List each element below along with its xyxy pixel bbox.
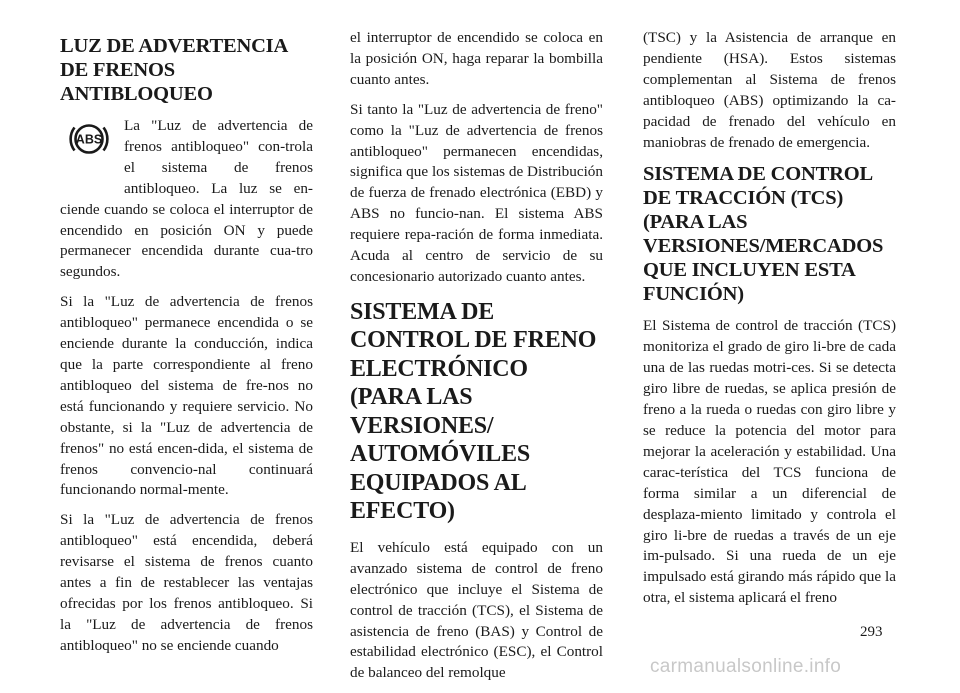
abs-warning-icon [60,120,118,180]
paragraph: La "Luz de advertencia de frenos antibloqueo" con-trola el sistema de frenos antibloqueo. La luz se en-ciende cuando se coloca el interruptor de encendido en posición ON y puede permanecer encendida durante cua-tro segundos. [60,117,313,281]
paragraph: el interruptor de encendido se coloca en la posición ON, haga reparar la bombilla cuanto antes. [350,29,603,88]
column-middle [350,28,603,693]
column-right [643,28,896,618]
section-heading-traction-control: SISTEMA DE CONTROL DE TRACCIÓN (TCS) (PARA LAS VERSIONES/MERCADOS QUE INCLUYEN ESTA FUNCIÓN) [643,163,884,306]
column-left [60,28,313,666]
paragraph: Si la "Luz de advertencia de frenos antibloqueo" está encendida, deberá revisarse el sistema de frenos cuanto antes a fin de restablecer las ventajas ofrecidas por los frenos antibloqueo. Si la "Luz de advertencia de frenos antibloqueo" no se enciende cuando [60,511,313,654]
paragraph: Si tanto la "Luz de advertencia de freno" como la "Luz de advertencia de frenos antibloqueo" permanecen encendidas, significa que los sistemas de Distribución de fuerza de frenado electrónica (EBD) y ABS no funcio-nan. El sistema ABS requiere repa-ración de forma inmediata. Acuda al centro de servicio de su concesionario autorizado cuanto antes. [350,100,603,285]
section-heading-electronic-brake-control: SISTEMA DE CONTROL DE FRENO ELECTRÓNICO (PARA LAS VERSIONES/ AUTOMÓVILES EQUIPADOS AL EFECTO) [350,298,597,525]
paragraph: El Sistema de control de tracción (TCS) monitoriza el grado de giro li-bre de cada una de las ruedas motri-ces. Si se detecta giro libre de ruedas, se aplica presión de freno a la rueda o ruedas con giro libre y se reduce la potencia del motor para mejorar la aceleración y estabilidad. Una carac-terística del TCS funciona de forma similar a un diferencial de desplaza-miento limitado y controla el giro li-bre de ruedas a través de un eje im-pulsado. Si una rueda de un eje impulsado está girando más rápido que la otra, el sistema aplicará el freno [643,317,896,607]
paragraph: (TSC) y la Asistencia de arranque en pendiente (HSA). Estos sistemas complementan al Sistema de frenos antibloqueo (ABS) optimizando la ca-pacidad de frenado del vehículo en maniobras de frenado de emergencia. [643,29,896,151]
section-heading-abs-warning: LUZ DE ADVERTENCIA DE FRENOS ANTIBLOQUEO [60,35,287,105]
paragraph: El vehículo está equipado con un avanzado sistema de control de freno electrónico que incluye el Sistema de control de tracción (TCS), el Sistema de asistencia de freno (BAS) y Control de estabilidad electrónico (ESC), el Control de balanceo del remolque [350,538,603,682]
page-number: 293 [860,624,883,640]
paragraph: Si la "Luz de advertencia de frenos antibloqueo" permanece encendida o se enciende durante la conducción, indica que la parte correspondiente al freno antibloqueo del sistema de fre-nos no está funcionando y requiere servicio. No obstante, si la "Luz de advertencia de frenos" no está encen-dida, el sistema de frenos convencio-nal continuará funcionando normal-mente. [60,293,313,499]
svg-text:ABS: ABS [75,132,103,147]
watermark: carmanualsonline.info [650,656,842,677]
